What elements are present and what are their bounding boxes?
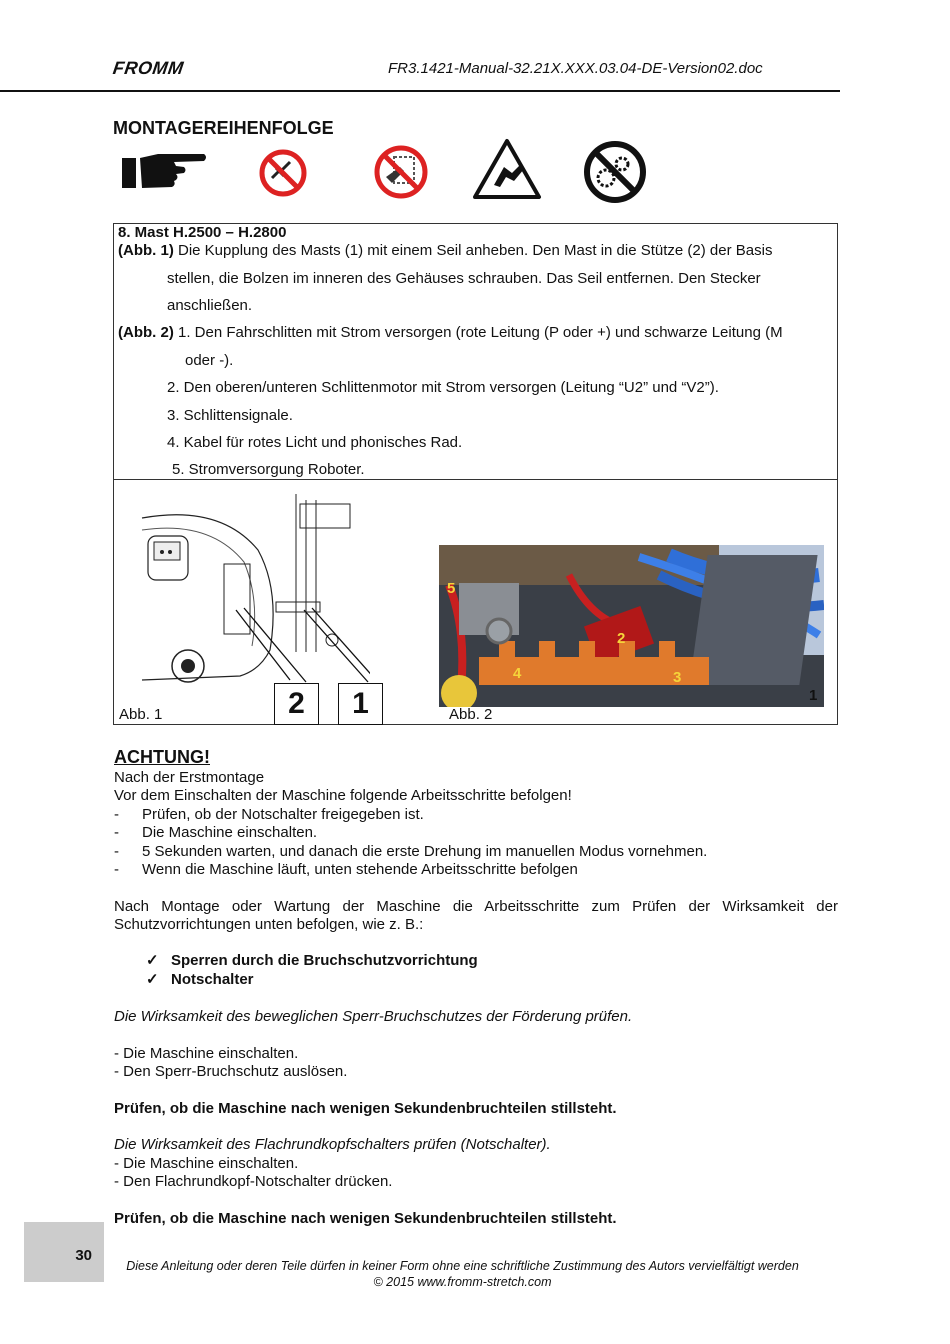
abb2-line2: oder -). (185, 352, 234, 369)
warning-bullet-3: 5 Sekunden warten, und danach die erste Drehung im manuellen Modus vornehmen. (142, 843, 708, 860)
abb1-label: (Abb. 1) (118, 242, 174, 259)
header-rule (0, 90, 840, 92)
copyright-url: © 2015 www.fromm-stretch.com (373, 1275, 552, 1289)
abb2-item3: 3. Schlittensignale. (167, 407, 293, 424)
abb1-instruction (118, 242, 772, 260)
check-mark-icon: ✓ (146, 952, 159, 969)
inspection-paragraph: Nach Montage oder Wartung der Maschine die Arbeitsschritte zum Prüfen der Wirksamkeit der Schutzvorrichtungen unten befolgen, wie z. B.: (114, 898, 838, 933)
callout-mast: 1 (338, 683, 383, 725)
check1-title: Die Wirksamkeit des beweglichen Sperr-Bruchschutzes der Förderung prüfen. (114, 1008, 633, 1025)
check1-step-1: - Die Maschine einschalten. (114, 1045, 299, 1062)
abb1-line2: stellen, die Bolzen im inneren des Gehäuses schrauben. Das Seil entfernen. Den Stecker (167, 270, 761, 287)
copyright-notice: Diese Anleitung oder deren Teile dürfen in keiner Form ohne eine schriftliche Zustimmung des Autors vervielfältigt werden (126, 1259, 799, 1273)
no-unplugging-icon (258, 148, 308, 198)
warning-bullet-dash: - (114, 843, 119, 860)
photo-label-3: 3 (673, 669, 682, 686)
warning-bullet-2: Die Maschine einschalten. (142, 824, 318, 841)
step-heading: 8. Mast H.2500 – H.2800 (118, 224, 287, 241)
no-touch-icon (372, 143, 430, 201)
check-item-1: Sperren durch die Bruchschutzvorrichtung (171, 952, 478, 969)
abb2-item5: 5. Stromversorgung Roboter. (172, 461, 365, 478)
pointing-hand-icon (118, 150, 208, 194)
abb2-caption: Abb. 2 (449, 706, 493, 723)
warning-title: ACHTUNG! (114, 747, 210, 767)
check1-step-2: - Den Sperr-Bruchschutz auslösen. (114, 1063, 348, 1080)
abb1-line3: anschließen. (167, 297, 253, 314)
abb2-label: (Abb. 2) (118, 324, 174, 341)
crush-warning-icon (472, 137, 542, 201)
photo-label-1: 1 (809, 687, 818, 704)
abb2-instruction (118, 324, 783, 342)
abb2-wiring-photo (439, 545, 824, 707)
abb1-caption: Abb. 1 (119, 706, 163, 723)
abb2-line1: 1. Den Fahrschlitten mit Strom versorgen (rote Leitung (P oder +) und schwarze Leitung (M (173, 324, 783, 341)
warning-bullet-dash: - (114, 861, 119, 878)
check2-result: Prüfen, ob die Maschine nach wenigen Sekundenbruchteilen stillsteht. (114, 1210, 617, 1227)
warning-line2: Vor dem Einschalten der Maschine folgende Arbeitsschritte befolgen! (114, 787, 572, 804)
warning-bullet-dash: - (114, 824, 119, 841)
check2-step-1: - Die Maschine einschalten. (114, 1155, 299, 1172)
no-maintenance-running-icon (582, 140, 648, 204)
warning-bullet-4: Wenn die Maschine läuft, unten stehende Arbeitsschritte befolgen (142, 861, 578, 878)
abb1-mast-drawing (140, 490, 370, 710)
warning-line1: Nach der Erstmontage (114, 769, 265, 786)
abb1-line1: Die Kupplung des Masts (1) mit einem Seil anheben. Den Mast in die Stütze (2) der Basis (173, 242, 773, 259)
abb2-item2: 2. Den oberen/unteren Schlittenmotor mit Strom versorgen (Leitung “U2” und “V2”). (167, 379, 719, 396)
document-name: FR3.1421-Manual-32.21X.XXX.03.04-DE-Version02.doc (388, 60, 763, 77)
check1-result: Prüfen, ob die Maschine nach wenigen Sekundenbruchteilen stillsteht. (114, 1100, 617, 1117)
callout-support: 2 (274, 683, 319, 725)
check2-step-2: - Den Flachrundkopf-Notschalter drücken. (114, 1173, 393, 1190)
photo-label-2: 2 (617, 630, 626, 647)
section-title: MONTAGEREIHENFOLGE (113, 118, 334, 138)
company-logo: FROMM (111, 58, 185, 78)
abb2-item4: 4. Kabel für rotes Licht und phonisches Rad. (167, 434, 463, 451)
warning-bullet-1: Prüfen, ob der Notschalter freigegeben ist. (142, 806, 424, 823)
warning-bullet-dash: - (114, 806, 119, 823)
check-mark-icon: ✓ (146, 971, 159, 988)
check-item-2: Notschalter (171, 971, 254, 988)
page-number: 30 (75, 1247, 92, 1264)
photo-label-4: 4 (513, 665, 522, 682)
photo-label-5: 5 (447, 580, 456, 597)
check2-title: Die Wirksamkeit des Flachrundkopfschalters prüfen (Notschalter). (114, 1136, 551, 1153)
